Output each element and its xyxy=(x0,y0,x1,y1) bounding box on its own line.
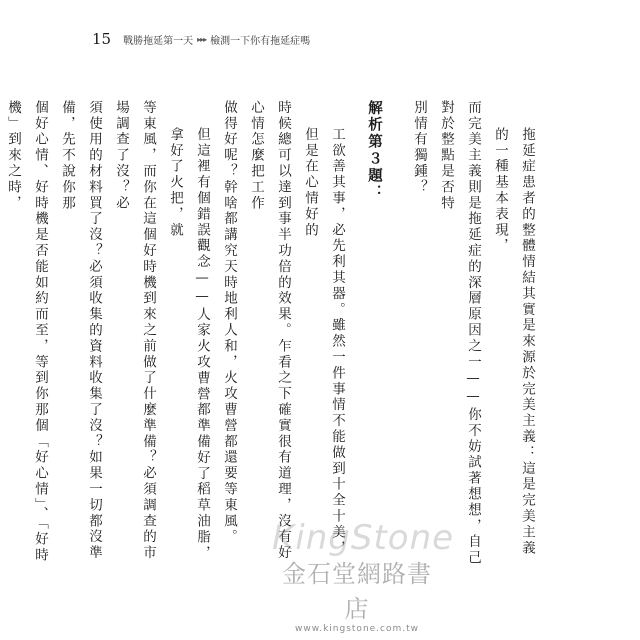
watermark-logo-text: KingStone xyxy=(272,518,455,558)
text-column: 做得好呢？幹啥都講究天時地利人和，火攻曹營都還要等東風。 xyxy=(221,100,237,546)
book-title: 戰勝拖延第一天 xyxy=(123,36,194,47)
text-column: 別情有獨鍾？ xyxy=(411,100,427,196)
text-column: 個好心情、好時機是否能如約而至，等到你那個「好心情」、「好時機」到來之時， xyxy=(5,100,48,564)
text-column: 等東風，而你在這個好時機到來之前做了什麼準備？必須調查的市場調查了沒？必 xyxy=(113,100,156,562)
text-column: 工欲善其事，必先利其器。雖然一件事情不能做到十全十美，但是在心情好的 xyxy=(302,127,345,557)
breadcrumb xyxy=(123,32,310,47)
watermark-store-name: 金石堂網路書店 xyxy=(282,560,432,623)
vertical-text-body xyxy=(0,100,540,570)
section-heading: 解析第３題： xyxy=(366,100,382,202)
breadcrumb-separator-icon: ▸▸▸ xyxy=(197,35,207,44)
text-column: 拖延症患者的整體情結其實是來源於完美主義：這是完美主義的一種基本表現， xyxy=(492,127,535,557)
text-column: 但這裡有個錯誤觀念——人家火攻曹營都準備好了稻草油脂，拿好了火把，就 xyxy=(167,127,210,562)
running-header xyxy=(92,30,310,48)
text-column: 須使用的材料買了沒？必須收集的資料收集了沒？如果一切都沒準備，先不說你那 xyxy=(59,100,102,562)
watermark-url: www.kingstone.com.tw xyxy=(294,624,420,634)
text-column: 時候總可以達到事半功倍的效果。乍看之下確實很有道理，沒有好心情怎麼把工作 xyxy=(248,100,291,562)
chapter-title: 檢測一下你有拖延症嗎 xyxy=(210,36,311,47)
page-number: 15 xyxy=(92,30,112,48)
text-column: 而完美主義則是拖延症的深層原因之一——你不妨試著想想，自己對於整點是否特 xyxy=(438,100,481,567)
